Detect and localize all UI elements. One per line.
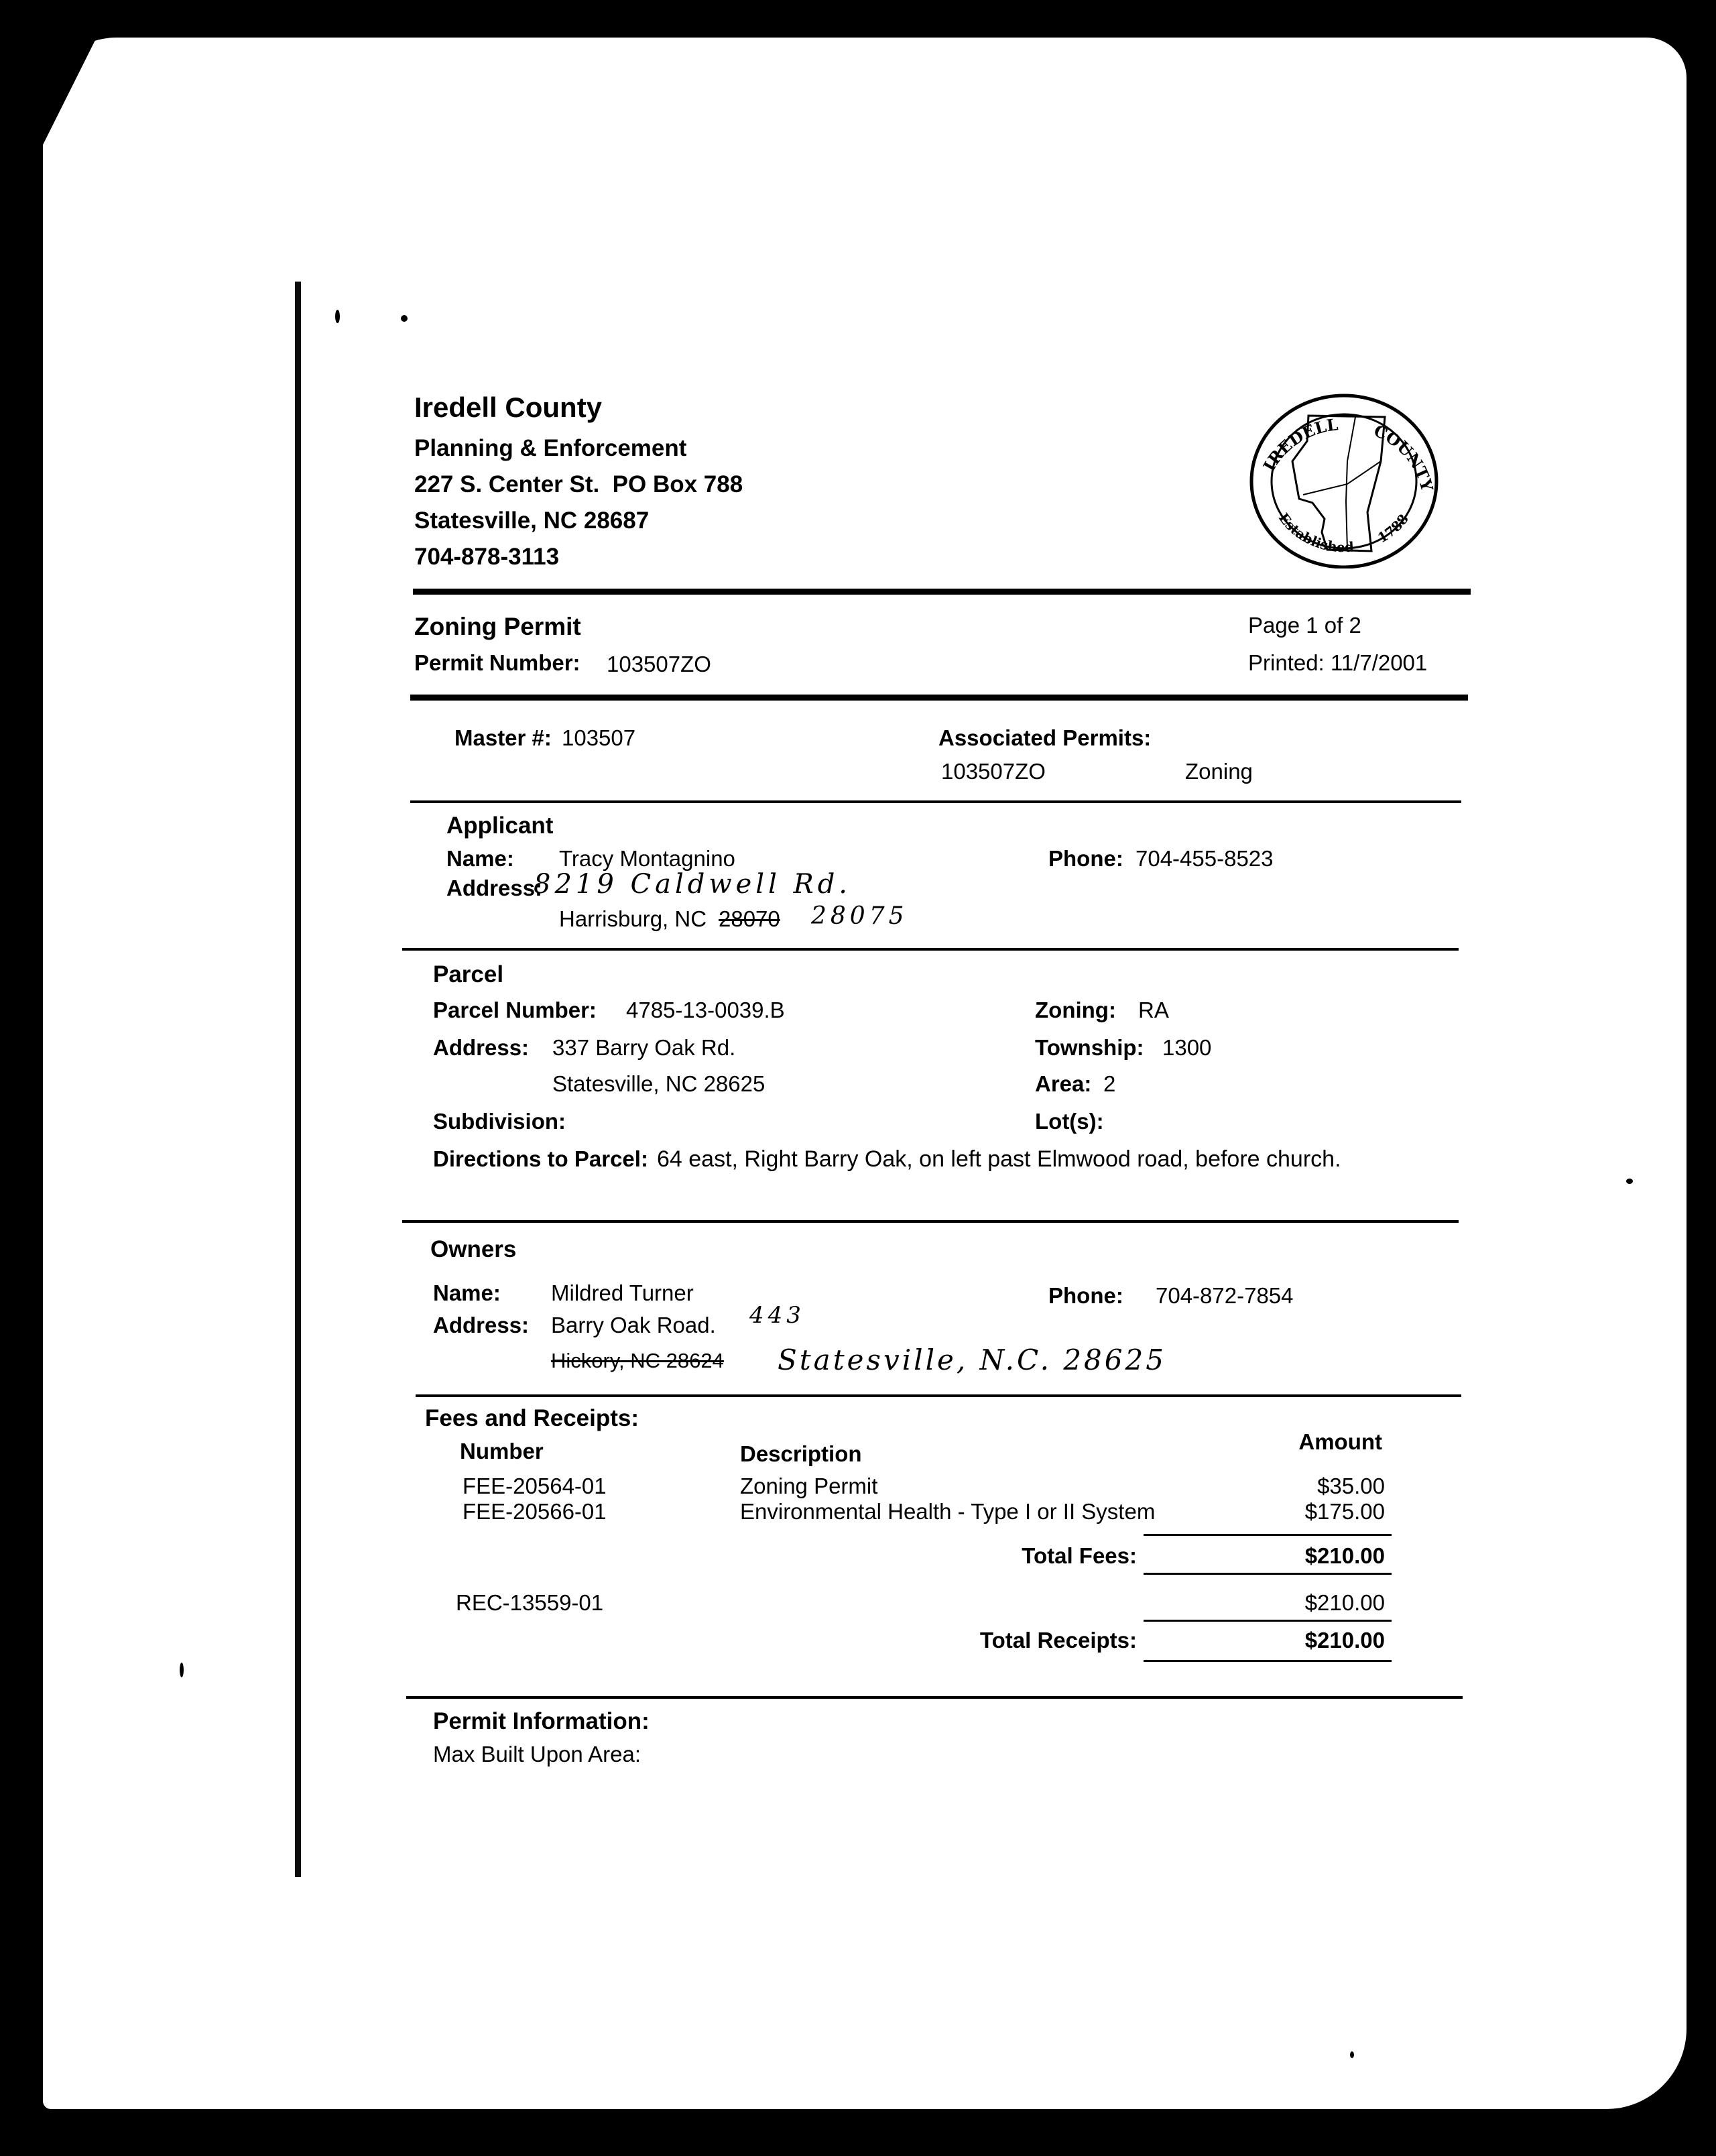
- total-fees-label: Total Fees:: [1022, 1543, 1137, 1568]
- area-label: Area:: [1035, 1071, 1092, 1096]
- receipt-amount: $210.00: [1304, 1590, 1385, 1615]
- township-value: 1300: [1162, 1035, 1212, 1060]
- fees-heading: Fees and Receipts:: [425, 1405, 639, 1431]
- divider: [406, 1696, 1463, 1699]
- seal-year: 1788: [1375, 511, 1412, 546]
- associated-permit-type: Zoning: [1185, 759, 1253, 784]
- divider: [410, 695, 1468, 701]
- fees-col-description: Description: [740, 1441, 862, 1466]
- total-receipts-label: Total Receipts:: [979, 1628, 1137, 1653]
- permit-number: 103507ZO: [607, 652, 711, 676]
- applicant-city: Harrisburg, NC: [559, 906, 707, 931]
- org-dept: Planning & Enforcement: [414, 435, 687, 461]
- scan-speck: [180, 1663, 184, 1677]
- divider: [416, 1394, 1461, 1397]
- svg-text:IREDELL: [1259, 414, 1339, 474]
- zoning-value: RA: [1138, 998, 1169, 1022]
- applicant-phone-label: Phone:: [1048, 846, 1123, 871]
- divider: [402, 948, 1459, 951]
- county-seal-logo: [1247, 387, 1448, 568]
- applicant-zip-handwritten: 28075: [811, 902, 908, 930]
- divider: [1144, 1660, 1392, 1662]
- fee-number: FEE-20566-01: [463, 1499, 607, 1524]
- owner-address-handwritten-number: 443: [749, 1302, 805, 1329]
- fees-col-amount: Amount: [1298, 1429, 1382, 1454]
- fee-description: Environmental Health - Type I or II System: [740, 1499, 1156, 1524]
- fee-amount: $175.00: [1304, 1499, 1385, 1524]
- owner-address-line1: Barry Oak Road.: [551, 1313, 716, 1337]
- fee-amount: $35.00: [1317, 1474, 1385, 1498]
- owner-city-struck: Hickory, NC 28624: [551, 1349, 724, 1372]
- owner-phone: 704-872-7854: [1156, 1283, 1294, 1308]
- applicant-phone: 704-455-8523: [1136, 846, 1274, 871]
- subdivision-label: Subdivision:: [433, 1109, 566, 1134]
- divider: [1144, 1620, 1392, 1622]
- org-city: Statesville, NC 28687: [414, 507, 650, 534]
- org-street: 227 S. Center St. PO Box 788: [414, 471, 743, 497]
- printed-date: Printed: 11/7/2001: [1248, 650, 1428, 675]
- divider: [1144, 1573, 1392, 1575]
- receipt-number: REC-13559-01: [456, 1590, 604, 1615]
- owner-phone-label: Phone:: [1048, 1283, 1123, 1308]
- owners-heading: Owners: [430, 1236, 517, 1262]
- divider: [413, 589, 1471, 595]
- scanned-page: [43, 38, 1687, 2109]
- zoning-label: Zoning:: [1035, 998, 1116, 1022]
- total-fees-amount: $210.00: [1304, 1543, 1385, 1568]
- parcel-number: 4785-13-0039.B: [626, 998, 785, 1022]
- divider: [410, 800, 1461, 803]
- fee-description: Zoning Permit: [740, 1474, 878, 1498]
- master-label: Master #:: [454, 725, 552, 750]
- applicant-address-label: Address:: [446, 876, 543, 900]
- fee-number: FEE-20564-01: [463, 1474, 607, 1498]
- scan-speck: [401, 315, 408, 322]
- permit-title: Zoning Permit: [414, 613, 581, 640]
- applicant-name: Tracy Montagnino: [559, 846, 735, 871]
- scan-speck: [1626, 1179, 1633, 1184]
- directions-label: Directions to Parcel:: [433, 1146, 648, 1171]
- permit-info-heading: Permit Information:: [433, 1708, 650, 1734]
- parcel-address-line1: 337 Barry Oak Rd.: [552, 1035, 736, 1060]
- scan-margin-line: [295, 282, 301, 1877]
- associated-permit-number: 103507ZO: [941, 759, 1046, 784]
- owner-name-label: Name:: [433, 1280, 501, 1305]
- lots-label: Lot(s):: [1035, 1109, 1104, 1134]
- owner-address-label: Address:: [433, 1313, 530, 1337]
- permit-number-label: Permit Number:: [414, 650, 580, 675]
- applicant-heading: Applicant: [446, 813, 554, 839]
- master-number: 103507: [562, 725, 636, 750]
- scan-speck: [1350, 2051, 1354, 2058]
- parcel-number-label: Parcel Number:: [433, 998, 597, 1022]
- parcel-address-label: Address:: [433, 1035, 530, 1060]
- page-indicator: Page 1 of 2: [1248, 613, 1361, 638]
- total-receipts-amount: $210.00: [1304, 1628, 1385, 1653]
- applicant-address-handwritten: 8219 Caldwell Rd.: [534, 869, 852, 900]
- applicant-name-label: Name:: [446, 846, 514, 871]
- owner-name: Mildred Turner: [551, 1280, 694, 1305]
- associated-permits-label: Associated Permits:: [938, 725, 1152, 750]
- seal-top-text: IREDELL: [1259, 414, 1339, 475]
- seal-bottom-text: Established: [1275, 510, 1355, 556]
- directions-text: 64 east, Right Barry Oak, on left past Elmwood road, before church.: [657, 1146, 1341, 1172]
- seal-right-text: COUNTY: [1371, 420, 1437, 493]
- owner-city-handwritten: Statesville, N.C. 28625: [778, 1343, 1166, 1376]
- divider: [1144, 1534, 1392, 1536]
- org-name: Iredell County: [414, 392, 603, 423]
- scan-speck: [335, 310, 340, 323]
- divider: [402, 1220, 1459, 1223]
- fees-col-number: Number: [460, 1439, 544, 1463]
- area-value: 2: [1103, 1071, 1116, 1096]
- township-label: Township:: [1035, 1035, 1144, 1060]
- org-phone: 704-878-3113: [414, 544, 560, 570]
- max-built-upon-area-label: Max Built Upon Area:: [433, 1742, 641, 1766]
- parcel-address-line2: Statesville, NC 28625: [552, 1071, 765, 1096]
- applicant-zip-struck: 28070: [719, 906, 780, 931]
- parcel-heading: Parcel: [433, 961, 504, 987]
